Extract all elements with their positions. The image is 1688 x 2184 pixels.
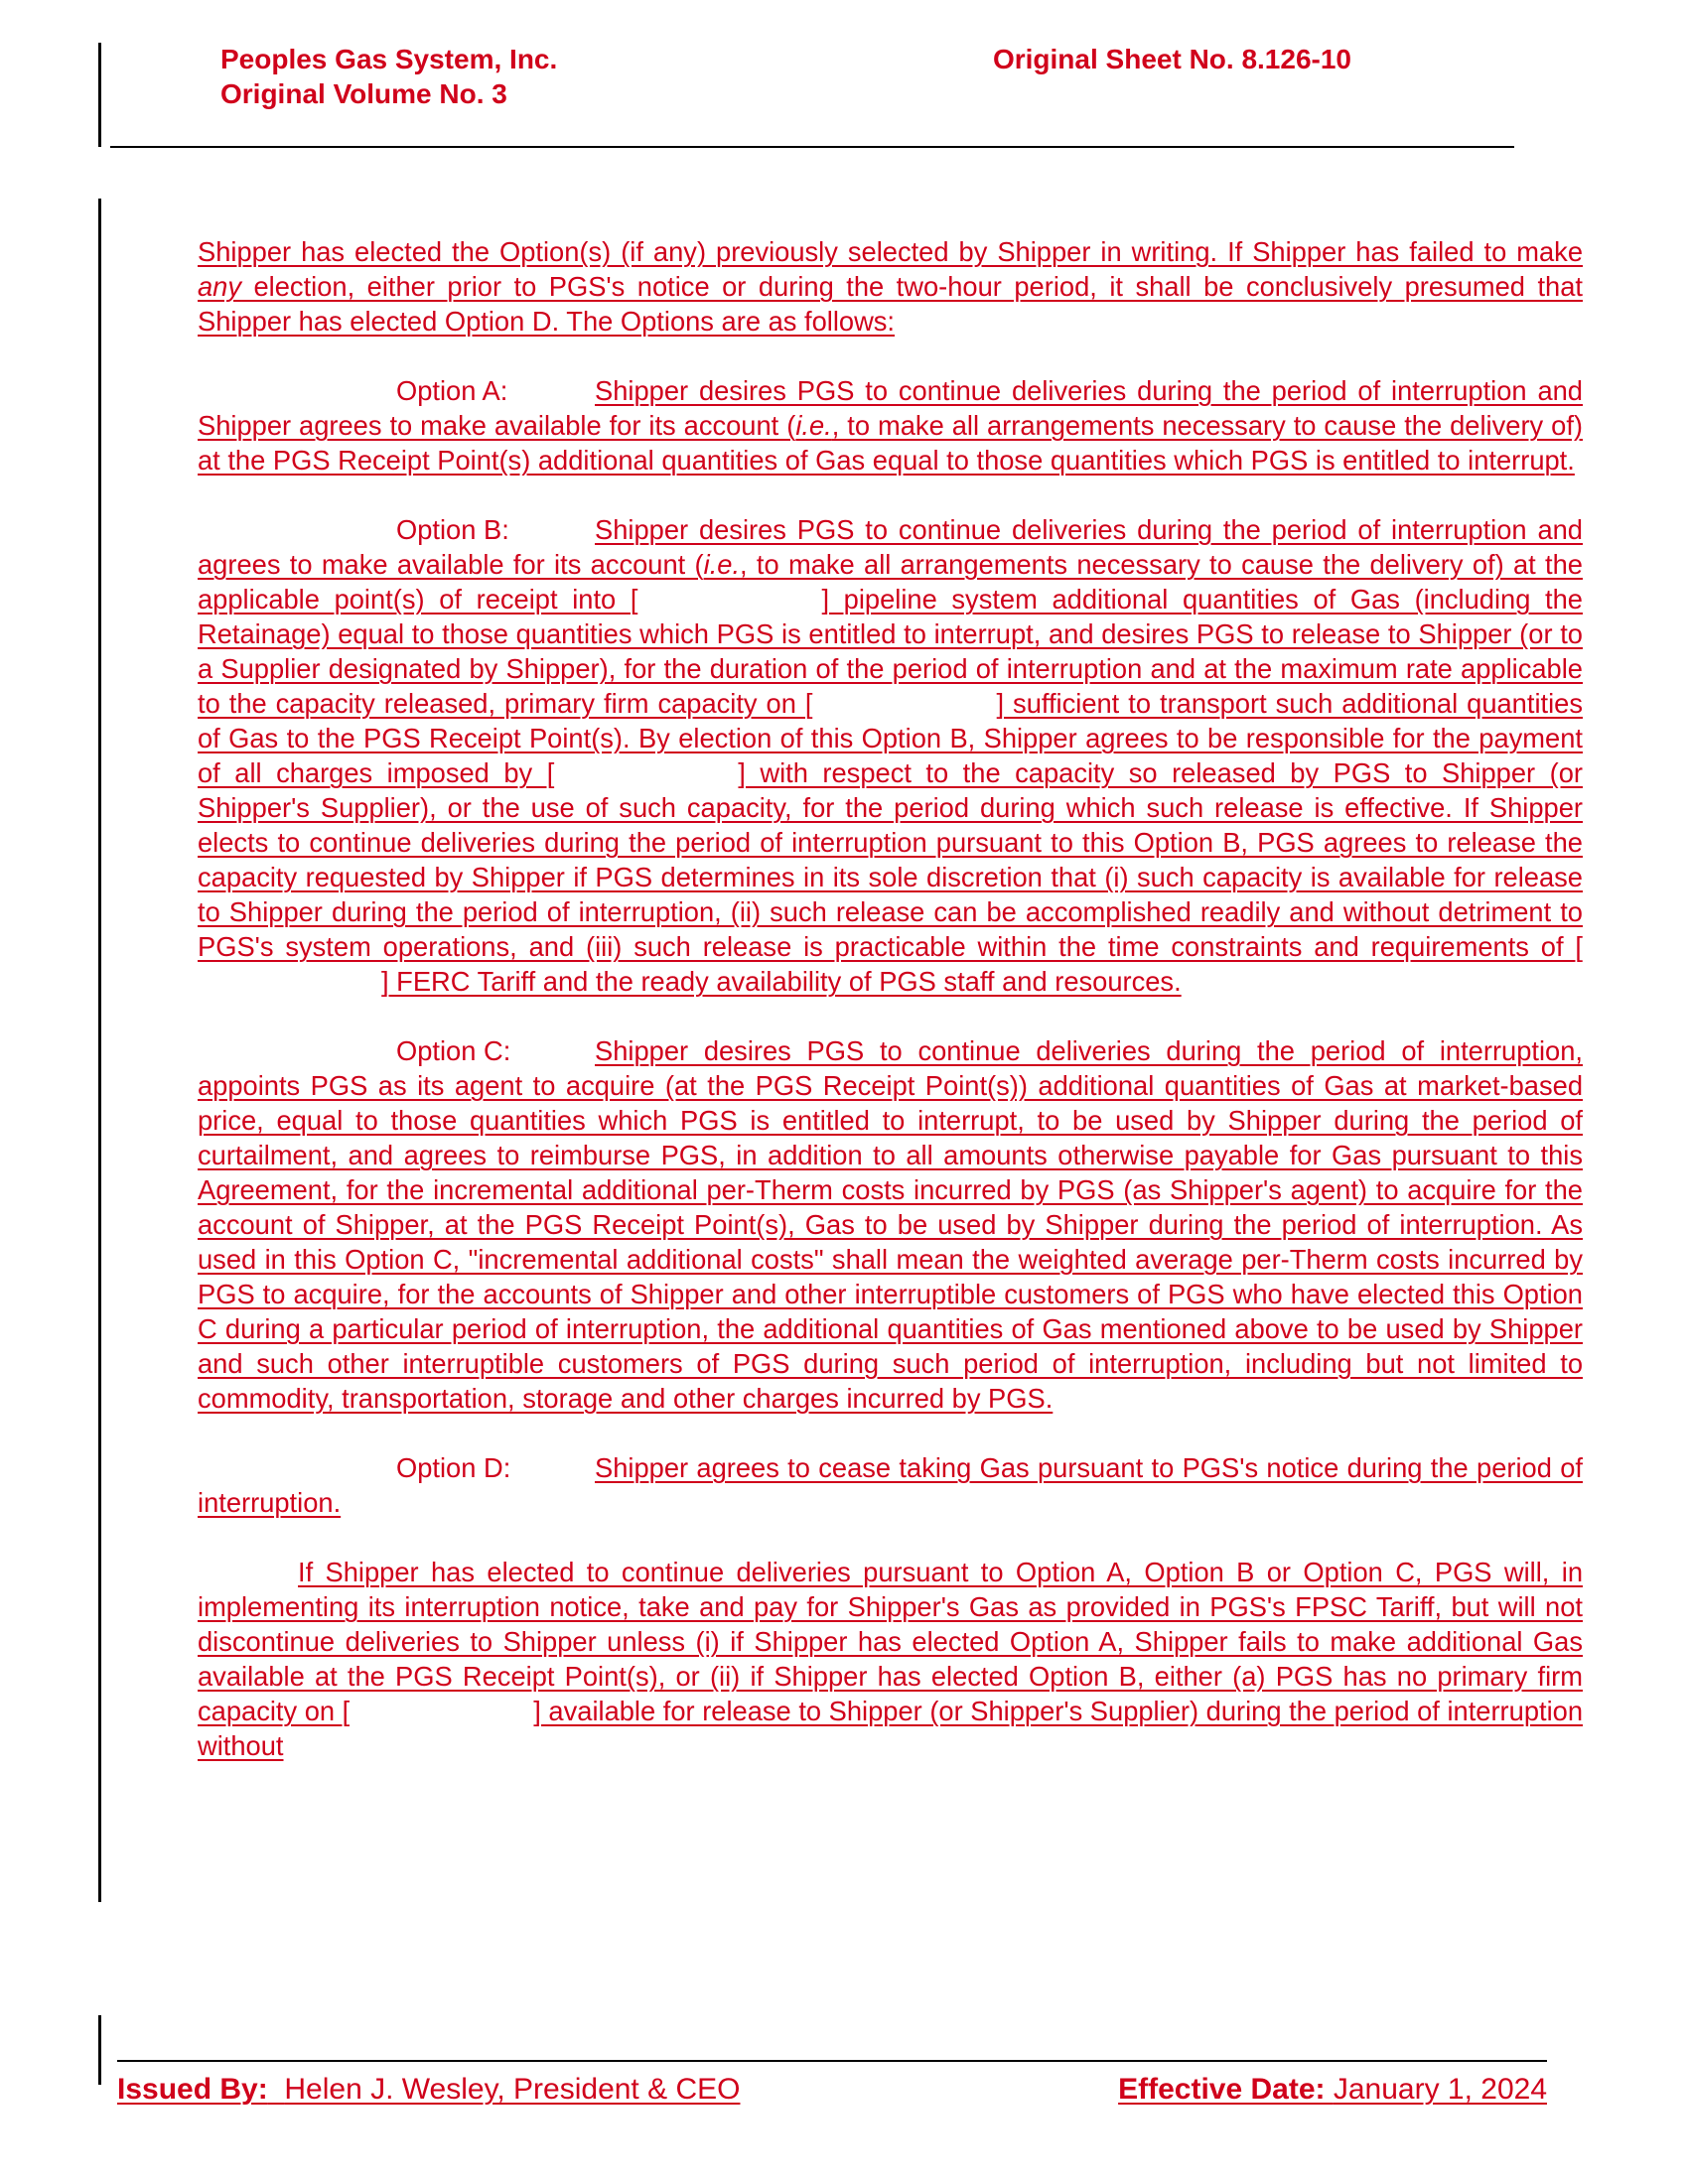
volume-number: Original Volume No. 3 <box>220 78 507 109</box>
header-rule <box>110 146 1514 148</box>
option-a-label: Option A: <box>396 375 508 406</box>
footer-rule <box>117 2060 1547 2062</box>
option-b-paragraph: Option B: Shipper desires PGS to continue deliveries during the period of interruption and agrees to make available for its account (i.e., to make all arrangements necessary to cause the delivery of) at the applicable point(s) of receipt into [ ] pipeline system additional quantities of Gas (including the Retainage) equal to those quantities which PGS is entitled to interrupt, and desires PGS to release to Shipper (or to a Supplier designated by Shipper), for the duration of the period of interruption and at the maximum rate applicable to the capacity released, primary firm capacity on [ ] sufficient to transport such additional quantities of Gas to the PGS Receipt Point(s). By election of this Option B, Shipper agrees to be responsible for the payment of all charges imposed by [ ] with respect to the capacity so released by PGS to Shipper (or Shipper's Supplier), or the use of such capacity, for the period during which such release is effective. If Shipper elects to continue deliveries during the period of interruption pursuant to this Option B, PGS agrees to release the capacity requested by Shipper if PGS determines in its sole discretion that (i) such capacity is available for release to Shipper during the period of interruption, (ii) such release can be accomplished readily and without detriment to PGS's system operations, and (iii) such release is practicable within the time constraints and requirements of [] FERC Tariff and the ready availability of PGS staff and resources. <box>198 514 1583 997</box>
option-d-paragraph: Option D: Shipper agrees to cease taking Gas pursuant to PGS's notice during the period of interruption. <box>198 1452 1583 1518</box>
issued-by-name: Helen J. Wesley, President & CEO <box>284 2073 741 2106</box>
effective-date-label: Effective Date: <box>1118 2073 1326 2106</box>
revision-bar-body <box>98 199 101 1902</box>
option-c-label: Option C: <box>396 1035 511 1066</box>
issued-by-label: Issued By: <box>117 2073 268 2106</box>
option-c-paragraph: Option C: Shipper desires PGS to continue deliveries during the period of interruption, appoints PGS as its agent to acquire (at the PGS Receipt Point(s)) additional quantities of Gas at market-based price, equal to those quantities which PGS is entitled to interrupt, to be used by Shipper during the period of curtailment, and agrees to reimburse PGS, in addition to all amounts otherwise payable for Gas pursuant to this Agreement, for the incremental additional per-Therm costs incurred by PGS (as Shipper's agent) to acquire for the account of Shipper, at the PGS Receipt Point(s), Gas to be used by Shipper during the period of interruption. As used in this Option C, "incremental additional costs" shall mean the weighted average per-Therm costs incurred by PGS to acquire, for the accounts of Shipper and other interruptible customers of PGS who have elected this Option C during a particular period of interruption, the additional quantities of Gas mentioned above to be used by Shipper and such other interruptible customers of PGS during such period of interruption, including but not limited to commodity, transportation, storage and other charges incurred by PGS. <box>198 1035 1583 1414</box>
revision-bar-header <box>98 43 101 147</box>
intro-paragraph: Shipper has elected the Option(s) (if any) previously selected by Shipper in writing. If Shipper has failed to make any election, either prior to PGS's notice or during the two-hour period, it shall be conclusively presumed that Shipper has elected Option D. The Options are as follows: <box>198 236 1583 337</box>
revision-bar-footer <box>98 2015 101 2085</box>
company-name: Peoples Gas System, Inc. <box>220 44 558 74</box>
option-d-label: Option D: <box>396 1452 511 1483</box>
issued-by <box>117 2072 996 2108</box>
closing-paragraph: If Shipper has elected to continue deliveries pursuant to Option A, Option B or Option C, PGS will, in implementing its interruption notice, take and pay for Shipper's Gas as provided in PGS's FPSC Tariff, but will not discontinue deliveries to Shipper unless (i) if Shipper has elected Option A, Shipper fails to make additional Gas available at the PGS Receipt Point(s), or (ii) if Shipper has elected Option B, either (a) PGS has no primary firm capacity on [ ] available for release to Shipper (or Shipper's Supplier) during the period of interruption without <box>198 1557 1584 1761</box>
tariff-body <box>198 234 1583 1798</box>
option-a-paragraph: Option A: Shipper desires PGS to continue deliveries during the period of interruption and Shipper agrees to make available for its account (i.e., to make all arrangements necessary to cause the delivery of) at the PGS Receipt Point(s) additional quantities of Gas equal to those quantities which PGS is entitled to interrupt. <box>198 375 1583 476</box>
effective-date-value: January 1, 2024 <box>1333 2073 1547 2106</box>
option-b-label: Option B: <box>396 514 509 545</box>
sheet-number: Original Sheet No. 8.126-10 <box>992 44 1351 74</box>
effective-date <box>1118 2072 1547 2108</box>
